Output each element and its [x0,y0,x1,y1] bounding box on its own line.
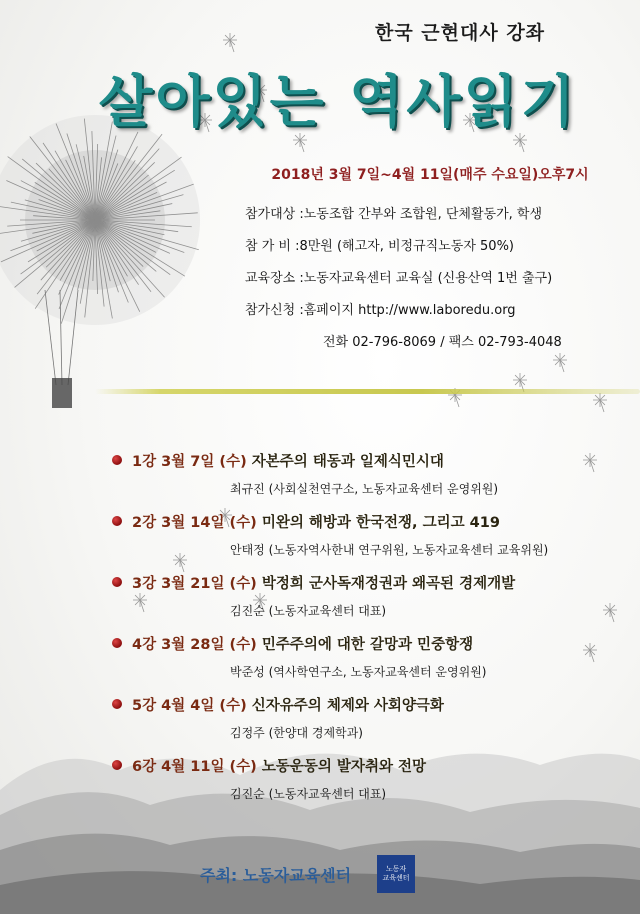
session-lecturer: 최규진 (사회실천연구소, 노동자교육센터 운영위원) [230,482,499,496]
info-row-fee [245,235,562,267]
session-item [112,633,632,694]
dandelion-balloon-drawing [0,115,200,408]
session-list [112,450,632,816]
info-label: 교육장소 : [245,271,304,286]
bullet-dot-icon [112,516,122,526]
bullet-dot-icon [112,699,122,709]
bullet-dot-icon [112,638,122,648]
session-date: 6강 4월 11일 (수) [132,759,262,775]
info-label: 참 가 비 : [245,239,300,254]
session-item [112,450,632,511]
bullet-dot-icon [112,577,122,587]
session-item [112,572,632,633]
session-date: 1강 3월 7일 (수) [132,454,252,470]
session-date: 4강 3월 28일 (수) [132,637,262,653]
info-block [245,203,562,363]
info-value: 전화 02-796-8069 / 팩스 02-793-4048 [323,335,562,350]
session-title-line [132,511,500,532]
session-item [112,755,632,816]
info-label: 참가신청 : [245,303,304,318]
session-title: 신자유주의 체제와 사회양극화 [251,698,444,714]
logo-text: 교육센터 [382,874,410,882]
session-title: 미완의 해방과 한국전쟁, 그리고 419 [261,515,500,531]
host-organization: 주최: 노동자교육센터 [200,866,352,885]
session-title: 노동운동의 발자취와 전망 [261,759,427,775]
session-title-line [132,572,515,593]
poster-title: 살아있는 역사읽기 [98,70,578,135]
info-value: 노동자교육센터 교육실 (신용산역 1번 출구) [303,271,553,286]
info-value: 홈페이지 http://www.laboredu.org [303,303,516,318]
session-title-line [132,633,473,654]
schedule-line: 2018년 3월 7일~4월 11일(매주 수요일)오후7시 [271,167,589,183]
session-lecturer: 김진순 (노동자교육센터 대표) [230,787,387,801]
lecture-series-subtitle: 한국 근현대사 강좌 [374,22,546,44]
session-item [112,511,632,572]
session-lecturer: 김정주 (한양대 경제학과) [230,726,363,740]
info-value: 8만원 (해고자, 비정규직노동자 50%) [299,239,514,254]
bullet-dot-icon [112,760,122,770]
info-row-audience [245,203,562,235]
session-title: 박정희 군사독재정권과 왜곡된 경제개발 [261,576,516,592]
session-lecturer: 안태정 (노동자역사한내 연구위원, 노동자교육센터 교육위원) [230,543,549,557]
info-value: 노동조합 간부와 조합원, 단체활동가, 학생 [303,207,543,222]
session-date: 3강 3월 21일 (수) [132,576,262,592]
host-logo [377,855,415,893]
info-row-registration [245,299,562,331]
session-item [112,694,632,755]
info-label: 참가대상 : [245,207,304,222]
session-title-line [132,450,444,471]
session-title-line [132,694,444,715]
session-lecturer: 박준성 (역사학연구소, 노동자교육센터 운영위원) [230,665,487,679]
divider-line [95,389,640,394]
session-lecturer: 김진순 (노동자교육센터 대표) [230,604,387,618]
session-title: 민주주의에 대한 갈망과 민중항쟁 [261,637,474,653]
session-date: 2강 3월 14일 (수) [132,515,262,531]
session-date: 5강 4월 4일 (수) [132,698,252,714]
info-row-contact [245,331,562,363]
logo-text: 노동자 [385,865,407,873]
session-title: 자본주의 태동과 일제식민시대 [251,454,444,470]
info-row-venue [245,267,562,299]
session-title-line [132,755,426,776]
bullet-dot-icon [112,455,122,465]
